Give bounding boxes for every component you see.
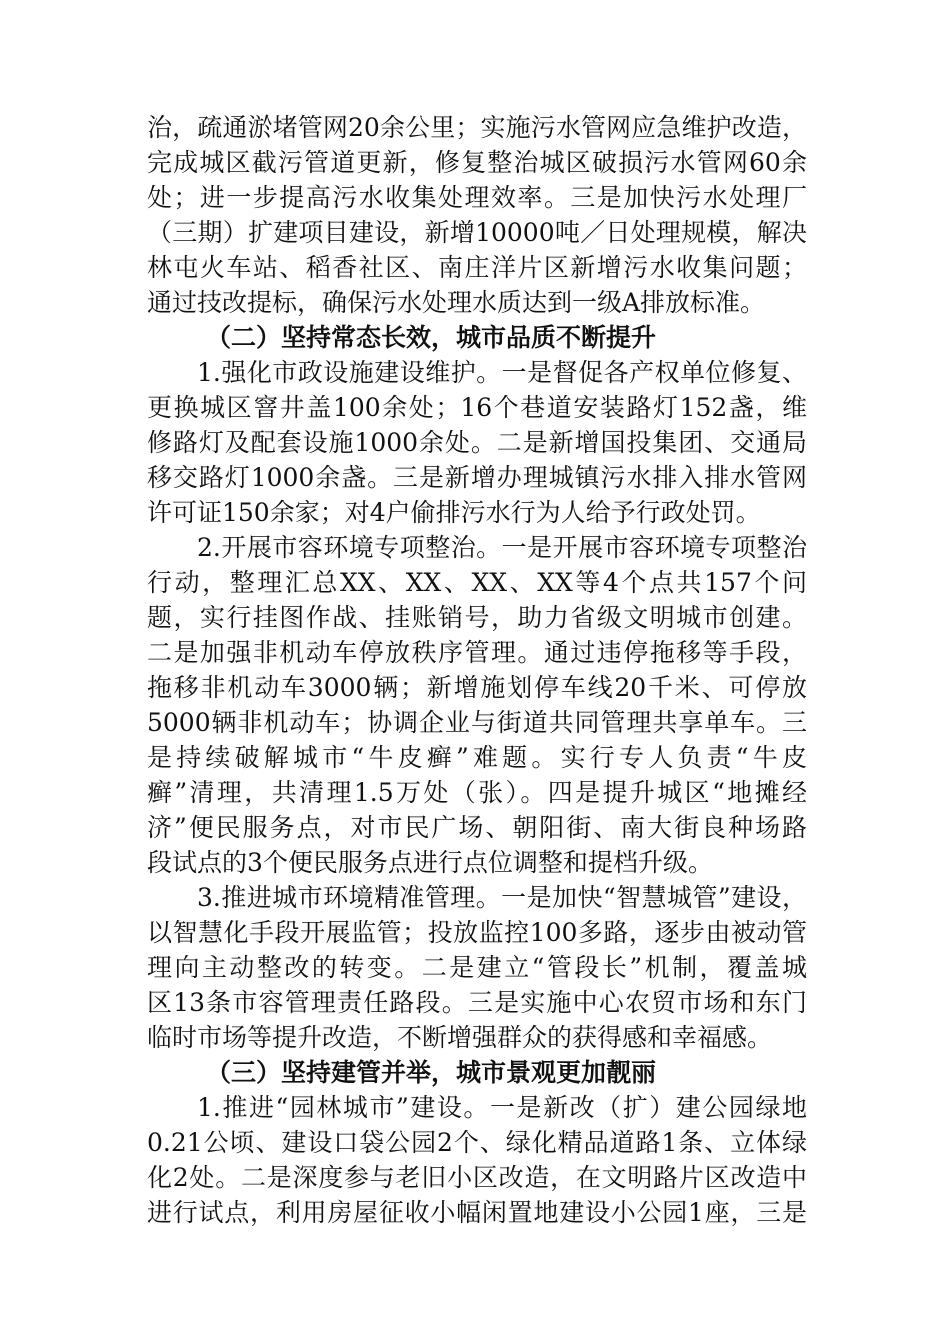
paragraph-line: 林屯火车站、稻香社区、南庄洋片区新增污水收集问题； (147, 253, 807, 282)
paragraph-line: 更换城区窨井盖100余处；16个巷道安装路灯152盏，维 (147, 393, 807, 422)
paragraph-line: 完成城区截污管道更新，修复整治城区破损污水管网60余 (147, 148, 807, 177)
section-heading: （二）坚持常态长效，城市品质不断提升 (206, 323, 657, 352)
paragraph-last-line: 许可证150余家；对4户偷排污水行为人给予行政处罚。 (147, 498, 761, 527)
paragraph-line: 题，实行挂图作战、挂账销号，助力省级文明城市创建。 (147, 603, 807, 632)
paragraph-line: 处；进一步提高污水收集处理效率。三是加快污水处理厂 (147, 183, 807, 212)
paragraph-line: 二是加强非机动车停放秩序管理。通过违停拖移等手段， (147, 638, 807, 667)
paragraph-line: 理向主动整改的转变。二是建立“管段长”机制，覆盖城 (147, 953, 807, 982)
paragraph-line: 0.21公顷、建设口袋公园2个、绿化精品道路1条、立体绿 (147, 1128, 807, 1157)
paragraph-first-line: 1.推进“园林城市”建设。一是新改（扩）建公园绿地 (197, 1093, 807, 1122)
paragraph-first-line: 2.开展市容环境专项整治。一是开展市容环境专项整治 (197, 533, 807, 562)
paragraph-line: 5000辆非机动车；协调企业与街道共同管理共享单车。三 (147, 708, 807, 737)
paragraph-line: 进行试点，利用房屋征收小幅闲置地建设小公园1座，三是 (147, 1198, 807, 1227)
document-body (147, 110, 807, 1230)
paragraph-line: 修路灯及配套设施1000余处。二是新增国投集团、交通局 (147, 428, 807, 457)
paragraph-last-line: 通过技改提标，确保污水处理水质达到一级A排放标准。 (147, 288, 766, 317)
paragraph-first-line: 1.强化市政设施建设维护。一是督促各产权单位修复、 (197, 358, 807, 387)
paragraph-line: 拖移非机动车3000辆；新增施划停车线20千米、可停放 (147, 673, 807, 702)
section-heading: （三）坚持建管并举，城市景观更加靓丽 (206, 1058, 657, 1087)
paragraph-line: 化2处。二是深度参与老旧小区改造，在文明路片区改造中 (147, 1163, 807, 1192)
paragraph-line: 移交路灯1000余盏。三是新增办理城镇污水排入排水管网 (147, 463, 807, 492)
paragraph-last-line: 临时市场等提升改造，不断增强群众的获得感和幸福感。 (147, 1023, 773, 1052)
paragraph-line: 治，疏通淤堵管网20余公里；实施污水管网应急维护改造， (147, 113, 807, 142)
paragraph-line: 以智慧化手段开展监管；投放监控100多路，逐步由被动管 (147, 918, 807, 947)
paragraph-line: （三期）扩建项目建设，新增10000吨／日处理规模，解决 (147, 218, 807, 247)
paragraph-line: 是持续破解城市“牛皮癣”难题。实行专人负责“牛皮 (147, 743, 807, 772)
paragraph-first-line: 3.推进城市环境精准管理。一是加快“智慧城管”建设， (197, 883, 807, 912)
paragraph-line: 区13条市容管理责任路段。三是实施中心农贸市场和东门 (147, 988, 807, 1017)
paragraph-line: 行动，整理汇总XX、XX、XX、XX等4个点共157个问 (147, 568, 807, 597)
paragraph-line: 济”便民服务点，对市民广场、朝阳街、南大街良种场路 (147, 813, 807, 842)
paragraph-line: 癣”清理，共清理1.5万处（张）。四是提升城区“地摊经 (147, 778, 807, 807)
paragraph-last-line: 段试点的3个便民服务点进行点位调整和提档升级。 (147, 848, 713, 877)
